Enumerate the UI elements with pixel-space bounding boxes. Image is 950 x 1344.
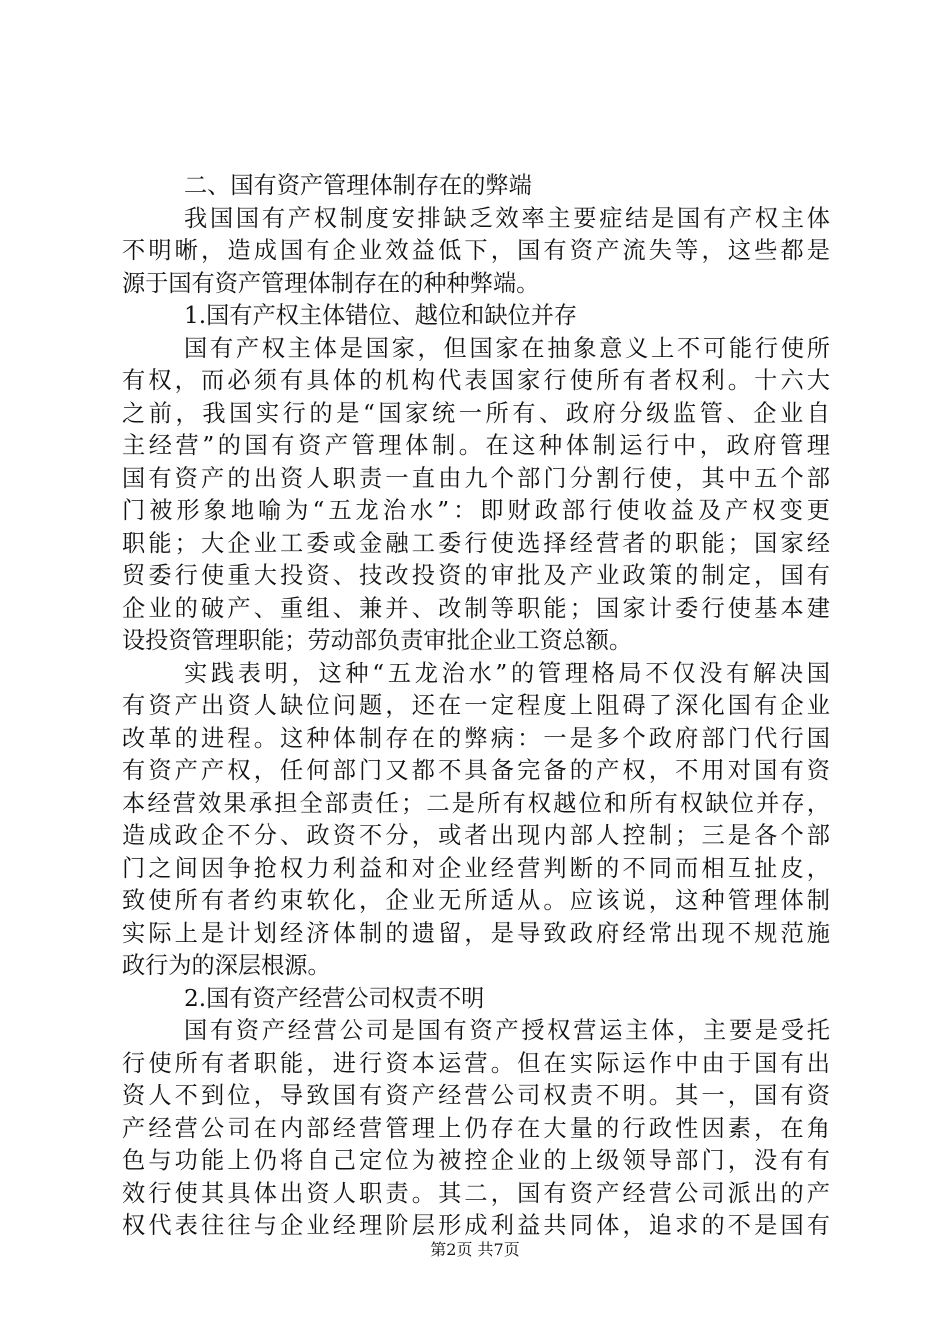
text-line: 色与功能上仍将自己定位为被控企业的上级领导部门，没有有 xyxy=(122,1147,830,1174)
text-line: 造成政企不分、政资不分，或者出现内部人控制；三是各个部 xyxy=(122,822,830,849)
text-line: 致使所有者约束软化，企业无所适从。应该说，这种管理体制 xyxy=(122,887,830,914)
text-line: 国有产权主体是国家，但国家在抽象意义上不可能行使所 xyxy=(184,334,830,362)
text-line: 2.国有资产经营公司权责不明 xyxy=(184,984,485,1012)
text-line: 二、国有资产管理体制存在的弊端 xyxy=(184,172,532,199)
text-line: 门被形象地喻为“五龙治水”：即财政部行使收益及产权变更 xyxy=(122,497,830,524)
text-line: 实践表明，这种“五龙治水”的管理格局不仅没有解决国 xyxy=(184,659,830,687)
text-line: 本经营效果承担全部责任；二是所有权越位和所有权缺位并存， xyxy=(122,789,830,817)
text-line: 政行为的深层根源。 xyxy=(122,952,331,979)
text-line: 国有资产经营公司是国有资产授权营运主体，主要是受托 xyxy=(184,1017,830,1044)
text-line: 企业的破产、重组、兼并、改制等职能；国家计委行使基本建 xyxy=(122,594,830,622)
text-line: 有资产出资人缺位问题，还在一定程度上阻碍了深化国有企业 xyxy=(122,692,830,719)
text-line: 源于国有资产管理体制存在的种种弊端。 xyxy=(122,269,540,297)
text-line: 行使所有者职能，进行资本运营。但在实际运作中由于国有出 xyxy=(122,1049,830,1077)
text-line: 贸委行使重大投资、技改投资的审批及产业政策的制定，国有 xyxy=(122,562,830,589)
text-line: 产经营公司在内部经营管理上仍存在大量的行政性因素，在角 xyxy=(122,1114,830,1142)
page-footer: 第2页 共7页 xyxy=(430,1240,520,1259)
text-line: 我国国有产权制度安排缺乏效率主要症结是国有产权主体 xyxy=(184,204,830,232)
text-line: 设投资管理职能；劳动部负责审批企业工资总额。 xyxy=(122,627,633,654)
text-line: 不明晰，造成国有企业效益低下，国有资产流失等，这些都是 xyxy=(122,237,830,264)
text-line: 实际上是计划经济体制的遗留，是导致政府经常出现不规范施 xyxy=(122,919,830,947)
text-line: 1.国有产权主体错位、越位和缺位并存 xyxy=(184,302,578,329)
text-line: 改革的进程。这种体制存在的弊病：一是多个政府部门代行国 xyxy=(122,724,830,752)
text-line: 之前，我国实行的是“国家统一所有、政府分级监管、企业自 xyxy=(122,399,830,427)
text-line: 主经营”的国有资产管理体制。在这种体制运行中，政府管理 xyxy=(122,432,830,459)
text-line: 资人不到位，导致国有资产经营公司权责不明。其一，国有资 xyxy=(122,1082,830,1109)
text-line: 效行使其具体出资人职责。其二，国有资产经营公司派出的产 xyxy=(122,1179,830,1207)
text-line: 有资产产权，任何部门又都不具备完备的产权，不用对国有资 xyxy=(122,757,830,784)
text-line: 权代表往往与企业经理阶层形成利益共同体，追求的不是国有 xyxy=(122,1212,830,1239)
text-line: 国有资产的出资人职责一直由九个部门分割行使，其中五个部 xyxy=(122,464,830,492)
text-line: 职能；大企业工委或金融工委行使选择经营者的职能；国家经 xyxy=(122,529,830,557)
text-line: 门之间因争抢权力利益和对企业经营判断的不同而相互扯皮， xyxy=(122,854,830,882)
document-body xyxy=(122,170,830,1243)
text-line: 有权，而必须有具体的机构代表国家行使所有者权利。十六大 xyxy=(122,367,830,394)
